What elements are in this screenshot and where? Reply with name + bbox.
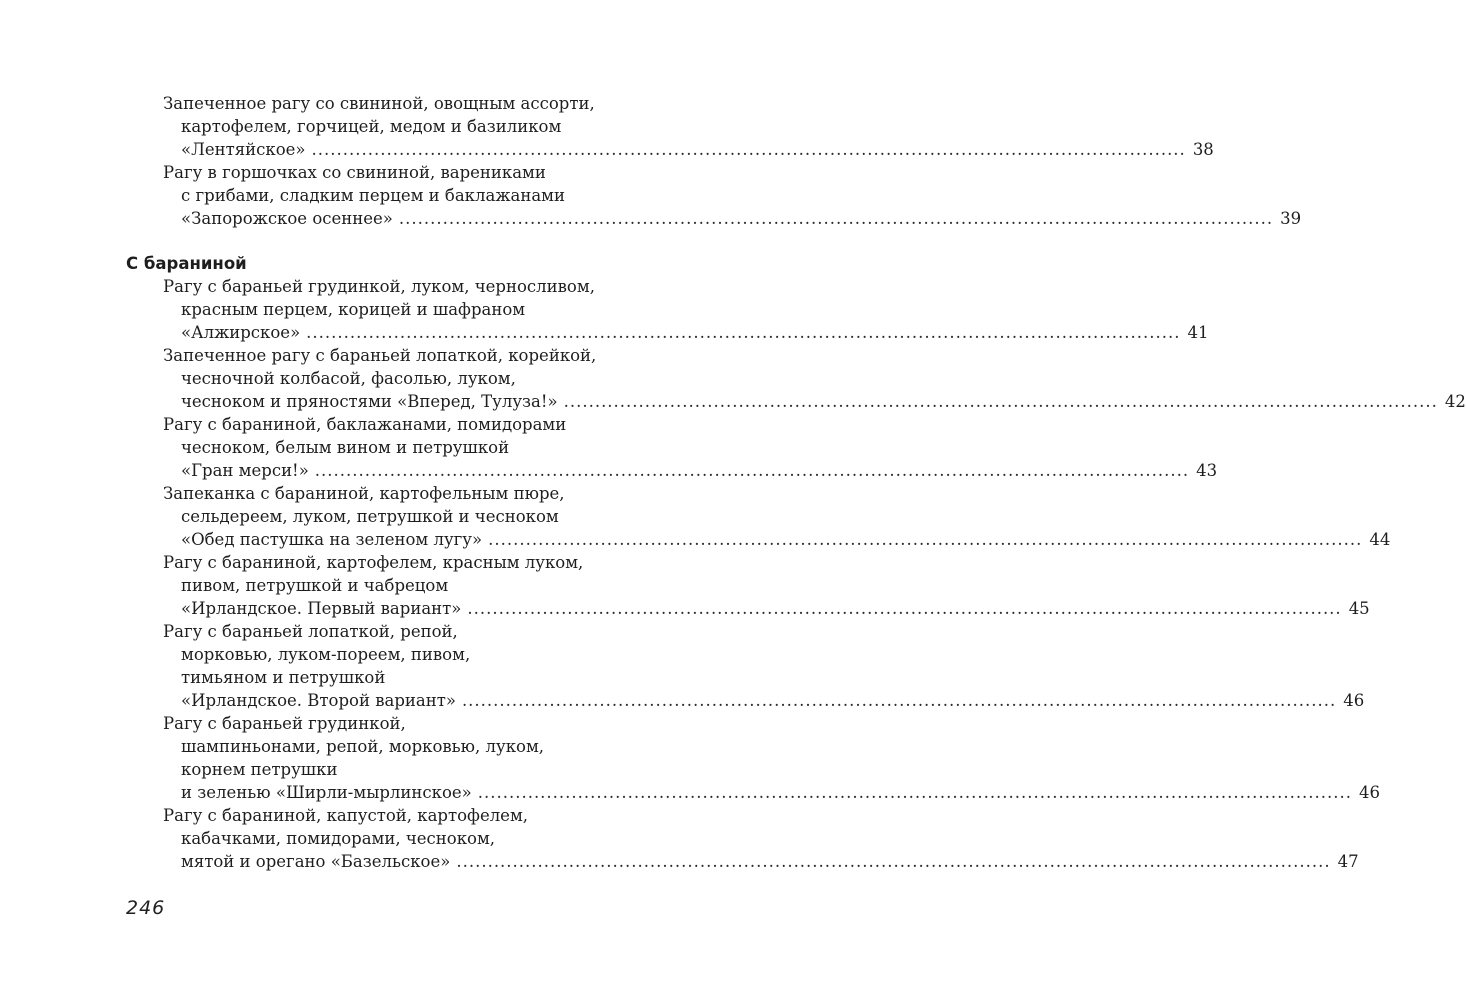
toc-entry-line: Запеканка с бараниной, картофельным пюре, — [163, 484, 565, 503]
toc-entry — [163, 92, 1214, 161]
toc-entry-line: Рагу с бараньей грудинкой, луком, черносливом, — [163, 277, 595, 296]
toc-entry-final-line — [163, 390, 1466, 413]
toc-entry-final-line — [163, 459, 1218, 482]
dot-leader: ............................................................................................................................................ — [311, 140, 1186, 159]
toc-entry-final-line — [163, 207, 1302, 230]
toc-entry-line: Рагу с бараньей грудинкой, — [163, 714, 406, 733]
toc-entry-text: «Ирландское. Второй вариант» — [181, 691, 456, 710]
toc-entry-line: Рагу с бараниной, капустой, картофелем, — [163, 806, 529, 825]
toc-entry-text: «Алжирское» — [181, 323, 301, 342]
toc-entry-text: «Ирландское. Первый вариант» — [181, 599, 462, 618]
toc-entry-final-line — [163, 781, 1381, 804]
toc-entry-line: Рагу с бараниной, картофелем, красным луком, — [163, 553, 584, 572]
toc-entry-line: сельдереем, луком, петрушкой и чесноком — [181, 507, 559, 526]
toc-entry — [163, 275, 1209, 344]
toc-entry-line: морковью, луком-пореем, пивом, — [181, 645, 471, 664]
toc-page-ref: 38 — [1192, 140, 1214, 159]
page-number: 246 — [126, 897, 166, 919]
toc-entry — [163, 482, 1391, 551]
toc-entry-final-line — [163, 321, 1209, 344]
toc-entry-line: Запеченное рагу с бараньей лопаткой, корейкой, — [163, 346, 597, 365]
table-of-contents — [0, 92, 1466, 873]
dot-leader: ............................................................................................................................................ — [477, 783, 1353, 802]
section-title: С бараниной — [126, 254, 247, 273]
dot-leader: ............................................................................................................................................ — [461, 691, 1337, 710]
toc-entry-line: Рагу в горшочках со свининой, варениками — [163, 163, 546, 182]
dot-leader: ............................................................................................................................................ — [306, 323, 1181, 342]
toc-entry-text: чесноком и пряностями «Вперед, Тулуза!» — [181, 392, 558, 411]
toc-entry-line: шампиньонами, репой, морковью, луком, — [181, 737, 545, 756]
toc-entry-line: чесноком, белым вином и петрушкой — [181, 438, 510, 457]
dot-leader: ............................................................................................................................................ — [456, 852, 1331, 871]
toc-entry-text: «Гран мерси!» — [181, 461, 309, 480]
dot-leader: ............................................................................................................................................ — [563, 392, 1438, 411]
toc-page-ref: 39 — [1280, 209, 1302, 228]
toc-entry-line: Рагу с бараньей лопаткой, репой, — [163, 622, 458, 641]
toc-page-ref: 43 — [1196, 461, 1218, 480]
toc-entry-text: и зеленью «Ширли-мырлинское» — [181, 783, 472, 802]
toc-entry-line: Запеченное рагу со свининой, овощным ассорти, — [163, 94, 595, 113]
toc-page-ref: 47 — [1337, 852, 1359, 871]
toc-entry-final-line — [163, 528, 1391, 551]
toc-entry-text: «Лентяйское» — [181, 140, 306, 159]
toc-entry-text: «Обед пастушка на зеленом лугу» — [181, 530, 483, 549]
toc-entry-final-line — [163, 138, 1214, 161]
toc-leading-entries — [0, 92, 1302, 230]
toc-entry-line: кабачками, помидорами, чесноком, — [181, 829, 496, 848]
dot-leader: ............................................................................................................................................ — [488, 530, 1363, 549]
toc-entry-text: мятой и орегано «Базельское» — [181, 852, 451, 871]
toc-entry-final-line — [163, 597, 1370, 620]
toc-entry — [163, 620, 1365, 712]
toc-entry-line: с грибами, сладким перцем и баклажанами — [181, 186, 565, 205]
toc-entry — [163, 344, 1466, 413]
toc-entry — [163, 712, 1381, 804]
toc-entry — [163, 161, 1302, 230]
toc-entry-line: тимьяном и петрушкой — [181, 668, 386, 687]
toc-entry-text: «Запорожское осеннее» — [181, 209, 393, 228]
toc-page-ref: 46 — [1359, 783, 1381, 802]
toc-page-ref: 46 — [1343, 691, 1365, 710]
dot-leader: ............................................................................................................................................ — [467, 599, 1342, 618]
toc-section-entries — [0, 275, 1466, 873]
toc-entry-line: корнем петрушки — [181, 760, 338, 779]
dot-leader: ............................................................................................................................................ — [314, 461, 1190, 480]
toc-entry-final-line — [163, 850, 1359, 873]
toc-entry-line: пивом, петрушкой и чабрецом — [181, 576, 449, 595]
dot-leader: ............................................................................................................................................ — [398, 209, 1274, 228]
toc-entry-line: картофелем, горчицей, медом и базиликом — [181, 117, 562, 136]
toc-entry-line: красным перцем, корицей и шафраном — [181, 300, 526, 319]
toc-entry-final-line — [163, 689, 1365, 712]
toc-entry-line: Рагу с бараниной, баклажанами, помидорами — [163, 415, 567, 434]
toc-page-ref: 41 — [1187, 323, 1209, 342]
toc-entry — [163, 804, 1359, 873]
toc-page-ref: 45 — [1348, 599, 1370, 618]
toc-page-ref: 44 — [1369, 530, 1391, 549]
toc-page-ref: 42 — [1444, 392, 1466, 411]
toc-entry — [163, 551, 1370, 620]
toc-entry — [163, 413, 1218, 482]
toc-entry-line: чесночной колбасой, фасолью, луком, — [181, 369, 516, 388]
